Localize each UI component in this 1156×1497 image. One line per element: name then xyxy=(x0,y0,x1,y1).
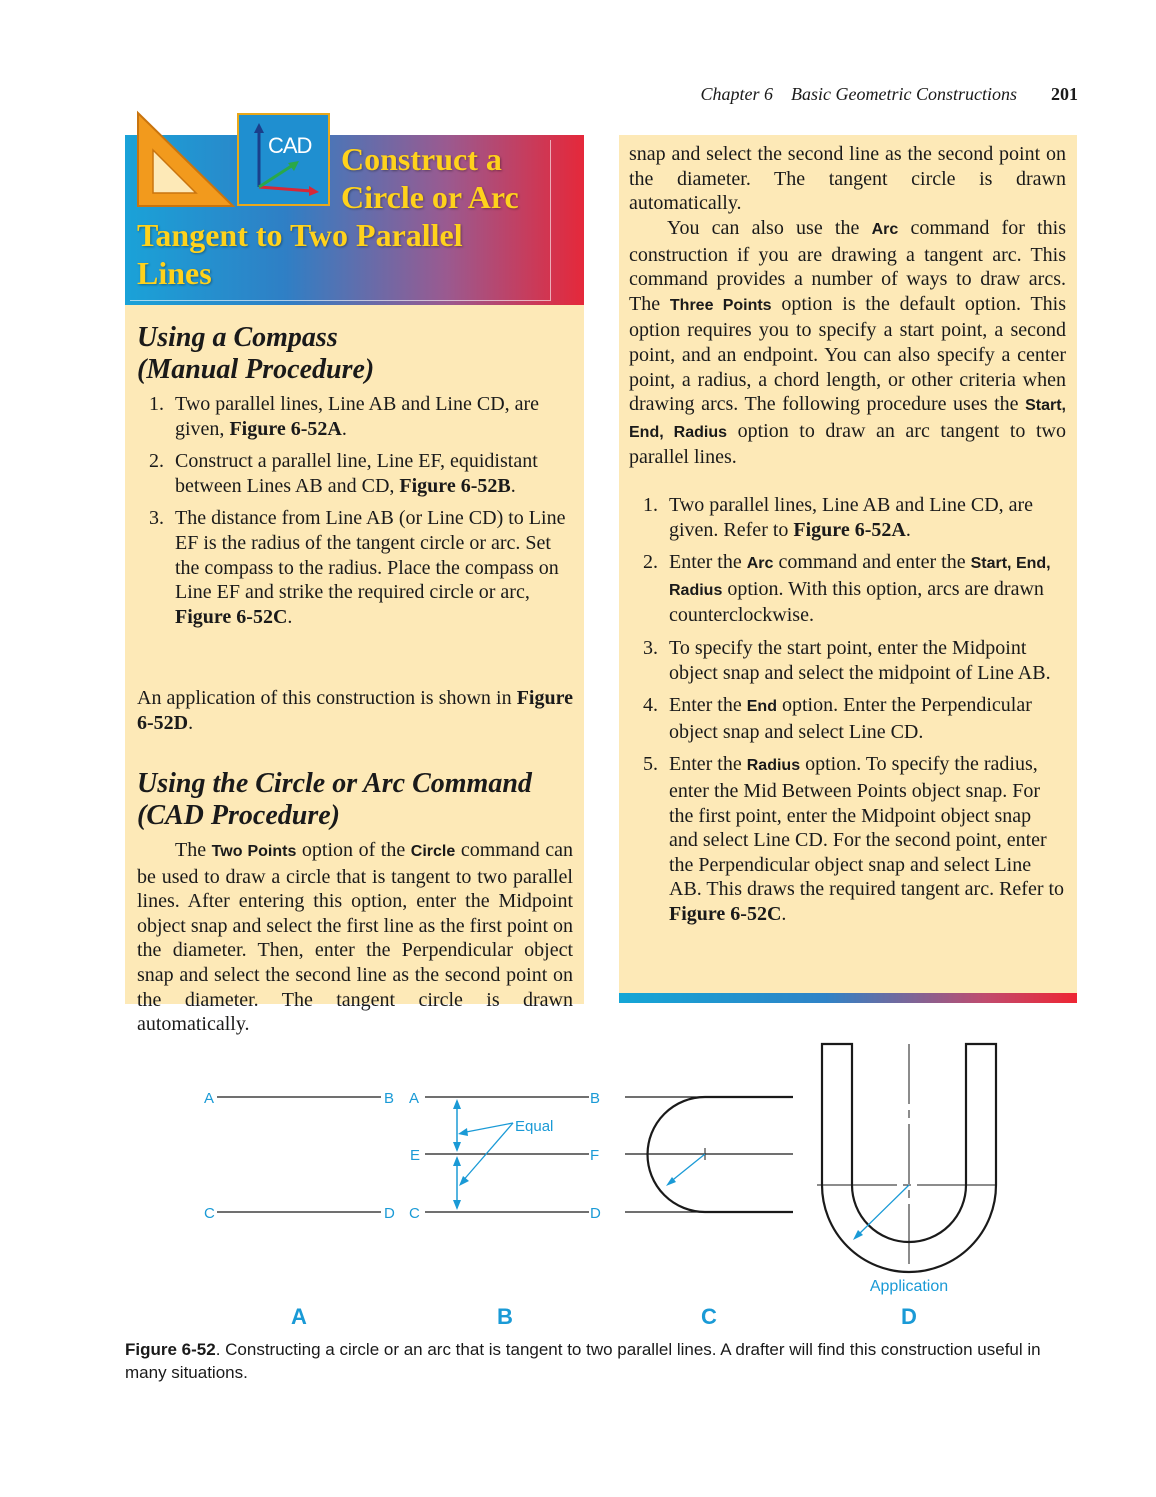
equal-label: Equal xyxy=(515,1118,554,1135)
cad-label: CAD xyxy=(268,133,312,158)
figure-ref-6-52b: Figure 6-52B xyxy=(399,474,511,497)
label-b: B xyxy=(384,1090,395,1107)
figure-ref-6-52c: Figure 6-52C xyxy=(175,605,288,628)
banner-title-line-4: Lines xyxy=(137,255,212,291)
panel-d-drawing xyxy=(817,1044,1001,1295)
running-header xyxy=(600,84,1078,105)
chapter-title: Basic Geometric Constructions xyxy=(791,84,1017,104)
panel-letter-a: A xyxy=(291,1304,307,1329)
cad-heading-line-1: Using the Circle or Arc Command xyxy=(137,768,532,799)
manual-heading-line-1: Using a Compass xyxy=(137,322,338,353)
panel-b-drawing xyxy=(409,1090,601,1222)
svg-text:D: D xyxy=(590,1205,601,1222)
svg-text:A: A xyxy=(409,1090,420,1107)
cad-heading-line-2: (CAD Procedure) xyxy=(137,800,340,831)
cad-heading xyxy=(137,768,532,832)
cad-icon xyxy=(237,113,330,206)
cad-step-5: 5. Enter the Radius option. To specify the radius, enter the Mid Between Points object snap. For the first point, enter the Midpoint object snap and select Line CD. For the second point, enter the Perpendicular object snap and select Line AB. This draws the required tangent arc. Refer to Figure 6-52C. xyxy=(643,753,1065,925)
command-circle: Circle xyxy=(410,843,456,860)
figure-ref-6-52d: Figure 6-52D xyxy=(137,687,573,734)
command-arc: Arc xyxy=(871,221,899,238)
label-d: D xyxy=(384,1205,395,1222)
panel-letter-d: D xyxy=(901,1304,917,1329)
manual-step-3: 3. The distance from Line AB (or Line CD) to Line EF is the radius of the tangent circle or arc. Set the compass to the radius. Place the compass on Line EF and strike the required circle or arc, Figure 6-52C. xyxy=(149,507,566,628)
manual-steps-list xyxy=(131,392,571,637)
application-label: Application xyxy=(869,1278,949,1295)
cad-paragraph-2: You can also use the Arc command for this construction if you are drawing a tangent arc. This command provides a number of ways to draw arcs. The Three Points option is the default option. This option requires you to specify a start point, a second point, and an endpoint. You can also specify a center point, a radius, a chord length, or other criteria when drawing arcs. The following procedure uses the Start, End, Radius option to draw an arc tangent to two parallel lines. xyxy=(629,217,1067,469)
panel-letter-b: B xyxy=(497,1304,513,1329)
figure-6-52 xyxy=(195,1035,1015,1335)
cad-step-3: 3. To specify the start point, enter the Midpoint object snap and select the midpoint of Line AB. xyxy=(643,636,1051,684)
svg-text:B: B xyxy=(590,1090,601,1107)
cad-step-4: 4. Enter the End option. Enter the Perpendicular object snap and select Line CD. xyxy=(643,694,1032,743)
panel-c-drawing xyxy=(625,1097,793,1212)
svg-text:C: C xyxy=(409,1205,420,1222)
figure-caption xyxy=(125,1338,1085,1384)
cad-paragraph-1-part-1: The Two Points option of the Circle command can be used to draw a circle that is tangent to two parallel lines. After entering this option, enter the Midpoint object snap and select the first line as the first point on the diameter. Then, enter the Perpendicular object snap and select the second line as the second point on the diameter. The tangent circle is drawn automatically. xyxy=(137,839,573,1036)
cad-step-2: 2. Enter the Arc command and enter the Start, End, Radius option. With this option, arcs are drawn counterclockwise. xyxy=(643,551,1051,627)
banner-title-line-2: Circle or Arc xyxy=(341,179,519,215)
command-two-points: Two Points xyxy=(211,843,297,860)
chapter-number: Chapter 6 xyxy=(700,84,774,104)
manual-step-1: 1. Two parallel lines, Line AB and Line CD, are given, Figure 6-52A. xyxy=(149,393,540,440)
banner-title-line-1: Construct a xyxy=(341,141,502,177)
manual-heading-line-2: (Manual Procedure) xyxy=(137,354,375,385)
panel-letter-c: C xyxy=(701,1304,717,1329)
cad-step-1: 1. Two parallel lines, Line AB and Line CD, are given. Refer to Figure 6-52A. xyxy=(643,494,1034,541)
manual-step-2: 2. Construct a parallel line, Line EF, equidistant between Lines AB and CD, Figure 6-52B. xyxy=(149,450,538,497)
label-f: F xyxy=(590,1147,600,1164)
figure-caption-text: . Constructing a circle or an arc that is tangent to two parallel lines. A drafter will find this construction useful in many situations. xyxy=(125,1340,1041,1382)
cad-paragraph-1-continuation: snap and select the second line as the second point on the diameter. The tangent circle is drawn automatically. xyxy=(629,143,1066,215)
panel-a-drawing xyxy=(204,1090,395,1222)
cad-steps-list xyxy=(625,493,1065,935)
label-c: C xyxy=(204,1205,215,1222)
manual-heading xyxy=(137,322,374,386)
figure-caption-label: Figure 6-52 xyxy=(125,1340,216,1359)
label-e: E xyxy=(410,1147,421,1164)
gradient-divider-bar xyxy=(619,993,1077,1003)
banner-title-line-3: Tangent to Two Parallel xyxy=(137,217,463,253)
application-paragraph: An application of this construction is shown in Figure 6-52D. xyxy=(137,687,573,734)
drafting-triangle-icon xyxy=(136,113,236,208)
figure-ref-6-52a: Figure 6-52A xyxy=(229,417,342,440)
option-three-points: Three Points xyxy=(669,296,772,314)
option-start-end-radius: Start, End, Radius xyxy=(629,397,1066,441)
label-a: A xyxy=(204,1090,215,1107)
page-number: 201 xyxy=(1051,84,1078,104)
